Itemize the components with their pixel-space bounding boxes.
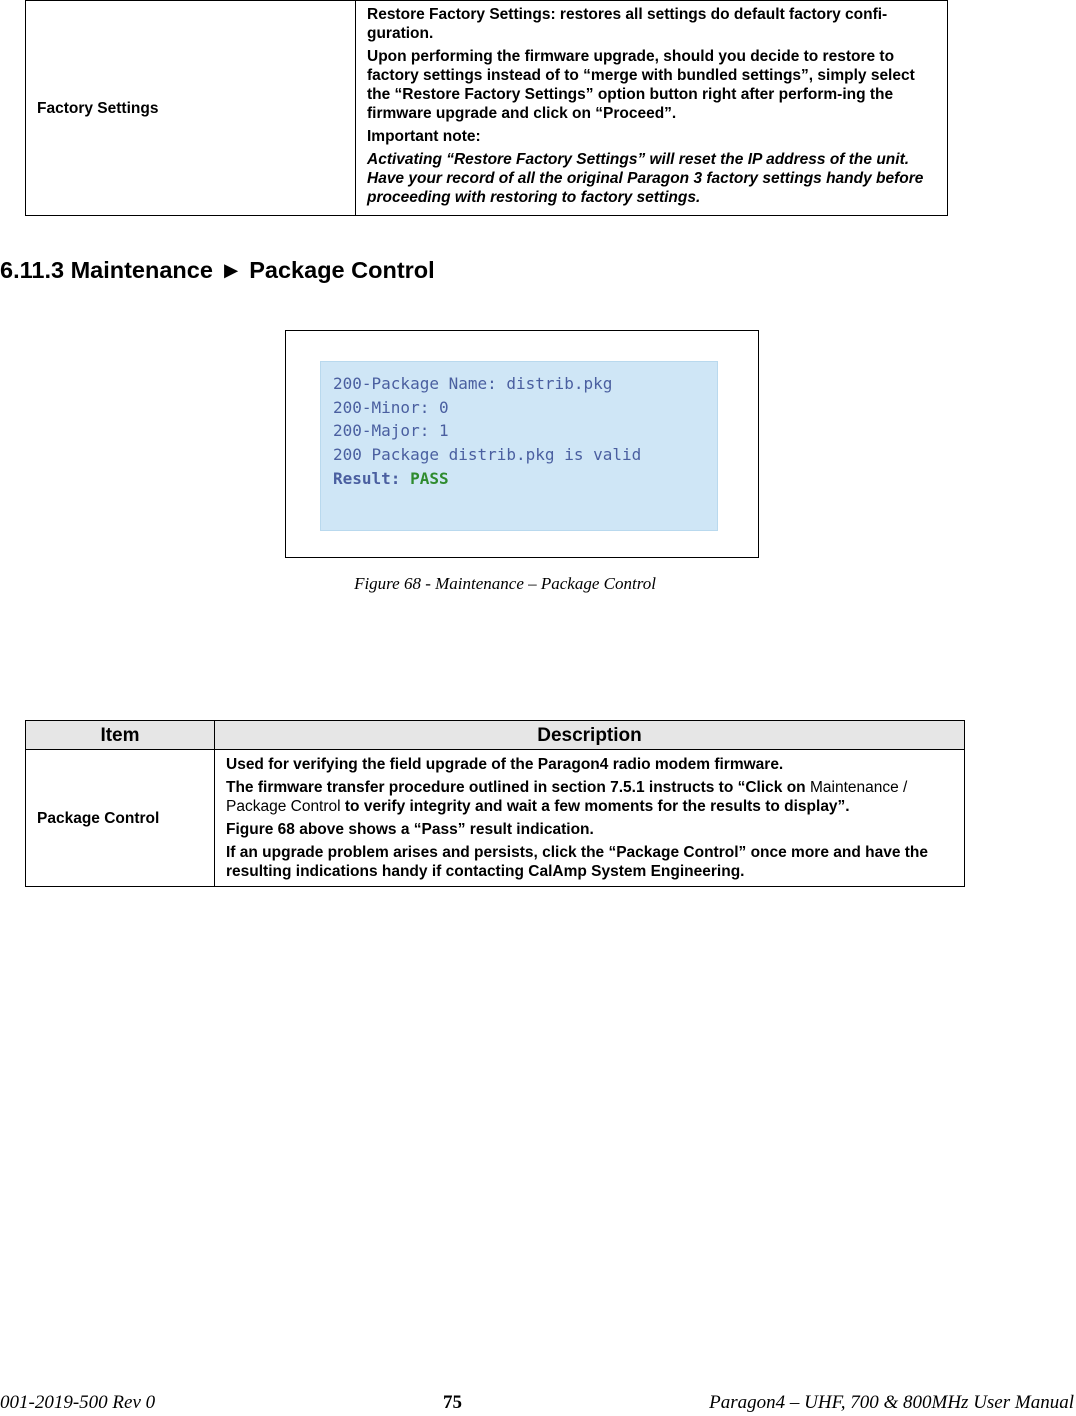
description-paragraph: Figure 68 above shows a “Pass” result indication. [226, 821, 594, 838]
footer-doc-number: 001-2019-500 Rev 0 [0, 1392, 156, 1413]
header-item: Item [26, 721, 215, 750]
description-cell [215, 750, 965, 887]
figure-frame [285, 330, 759, 558]
important-note-text: Activating “Restore Factory Settings” will reset the IP address of the unit. Have your record of all the original Paragon 3 factory settings handy before proceeding with restoring to factory settings. [367, 151, 924, 206]
section-title: Maintenance ► Package Control [70, 257, 435, 283]
table-header-row [26, 721, 965, 750]
figure-caption: Figure 68 - Maintenance – Package Control [354, 574, 656, 593]
footer-page-number: 75 [443, 1392, 462, 1413]
result-pass-value: PASS [410, 468, 449, 488]
description-paragraph: Used for verifying the field upgrade of the Paragon4 radio modem firmware. [226, 756, 784, 773]
result-label: Result: [333, 468, 401, 488]
item-cell [26, 750, 215, 887]
description-cell [356, 1, 948, 216]
console-line: 200-Major: 1 [333, 421, 449, 441]
section-heading [0, 257, 435, 284]
table-row [26, 1, 948, 216]
item-label: Factory Settings [37, 99, 159, 117]
header-description: Description [215, 721, 965, 750]
description-paragraph: If an upgrade problem arises and persists, click the “Package Control” once more and have the resulting indications handy if contacting CalAmp System Engineering. [226, 844, 929, 880]
console-output [320, 361, 718, 531]
console-line: 200-Package Name: distrib.pkg [333, 374, 613, 393]
item-label: Package Control [37, 809, 160, 827]
item-cell [26, 1, 356, 216]
description-paragraph: Important note: [367, 128, 481, 145]
menu-path-text: Maintenance / Package Control [226, 779, 908, 815]
console-line: 200-Minor: 0 [333, 397, 449, 417]
footer-manual-title: Paragon4 – UHF, 700 & 800MHz User Manual [709, 1392, 1074, 1413]
description-paragraph: Upon performing the firmware upgrade, should you decide to restore to factory settings instead of to “merge with bundled settings”, simply select the “Restore Factory Settings” option button right after perform-ing the firmware upgrade and click on “Proceed”. [367, 48, 915, 122]
console-line: 200 Package distrib.pkg is valid [333, 445, 642, 465]
description-text: to verify integrity and wait a few moments for the results to display”. [340, 798, 850, 815]
result-line [333, 467, 717, 491]
table-row [26, 750, 965, 887]
package-control-table [25, 720, 965, 887]
description-paragraph: Restore Factory Settings: restores all settings do default factory confi-guration. [367, 6, 888, 42]
factory-settings-table [25, 0, 948, 216]
description-paragraph [226, 778, 954, 816]
description-text: The firmware transfer procedure outlined in section 7.5.1 instructs to “Click on [226, 779, 810, 796]
section-number: 6.11.3 [0, 257, 65, 283]
